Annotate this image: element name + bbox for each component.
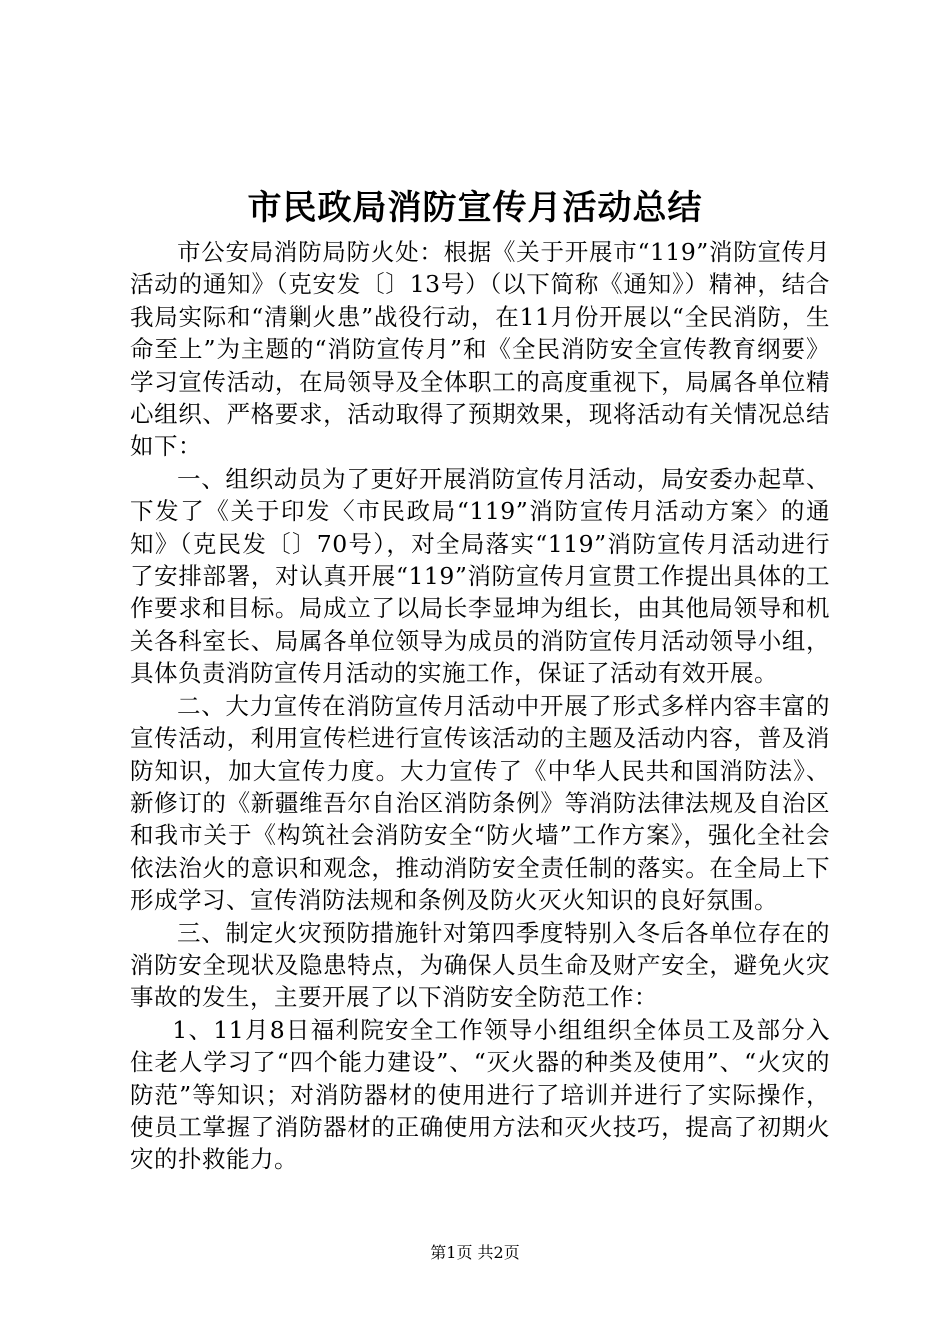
page-number-footer: 第1页 共2页 — [430, 1243, 520, 1262]
paragraph-section-2: 二、大力宣传在消防宣传月活动中开展了形式多样内容丰富的宣传活动，利用宣传栏进行宣传该活动的主题及活动内容，普及消防知识，加大宣传力度。大力宣传了《中华人民共和国消防法》、新修订的《新疆维吾尔自治区消防条例》等消防法律法规及自治区和我市关于《构筑社会消防安全“防火墙”工作方案》，强化全社会依法治火的意识和观念，推动消防安全责任制的落实。在全局上下形成学习、宣传消防法规和条例及防火灭火知识的良好氛围。 — [130, 691, 830, 915]
document-body — [130, 236, 830, 1176]
paragraph-section-3: 三、制定火灾预防措施针对第四季度特别入冬后各单位存在的消防安全现状及隐患特点，为确保人员生命及财产安全，避免火灾事故的发生，主要开展了以下消防安全防范工作： — [130, 918, 830, 1012]
paragraph-item-1: 1、11月8日福利院安全工作领导小组组织全体员工及部分入住老人学习了“四个能力建设”、“灭火器的种类及使用”、“火灾的防范”等知识；对消防器材的使用进行了培训并进行了实际操作，使员工掌握了消防器材的正确使用方法和灭火技巧，提高了初期火灾的扑救能力。 — [130, 1015, 830, 1174]
paragraph-intro: 市公安局消防局防火处：根据《关于开展市“119”消防宣传月活动的通知》（克安发〔〕13号）（以下简称《通知》）精神，结合我局实际和“清剿火患”战役行动，在11月份开展以“全民消防，生命至上”为主题的“消防宣传月”和《全民消防安全宣传教育纲要》学习宣传活动，在局领导及全体职工的高度重视下，局属各单位精心组织、严格要求，活动取得了预期效果，现将活动有关情况总结如下： — [130, 238, 830, 461]
document-title: 市民政局消防宣传月活动总结 — [247, 188, 703, 228]
paragraph-section-1: 一、组织动员为了更好开展消防宣传月活动，局安委办起草、下发了《关于印发〈市民政局“119”消防宣传月活动方案〉的通知》（克民发〔〕70号），对全局落实“119”消防宣传月活动进行了安排部署，对认真开展“119”消防宣传月宣贯工作提出具体的工作要求和目标。局成立了以局长李显坤为组长，由其他局领导和机关各科室长、局属各单位领导为成员的消防宣传月活动领导小组，具体负责消防宣传月活动的实施工作，保证了活动有效开展。 — [130, 464, 830, 688]
